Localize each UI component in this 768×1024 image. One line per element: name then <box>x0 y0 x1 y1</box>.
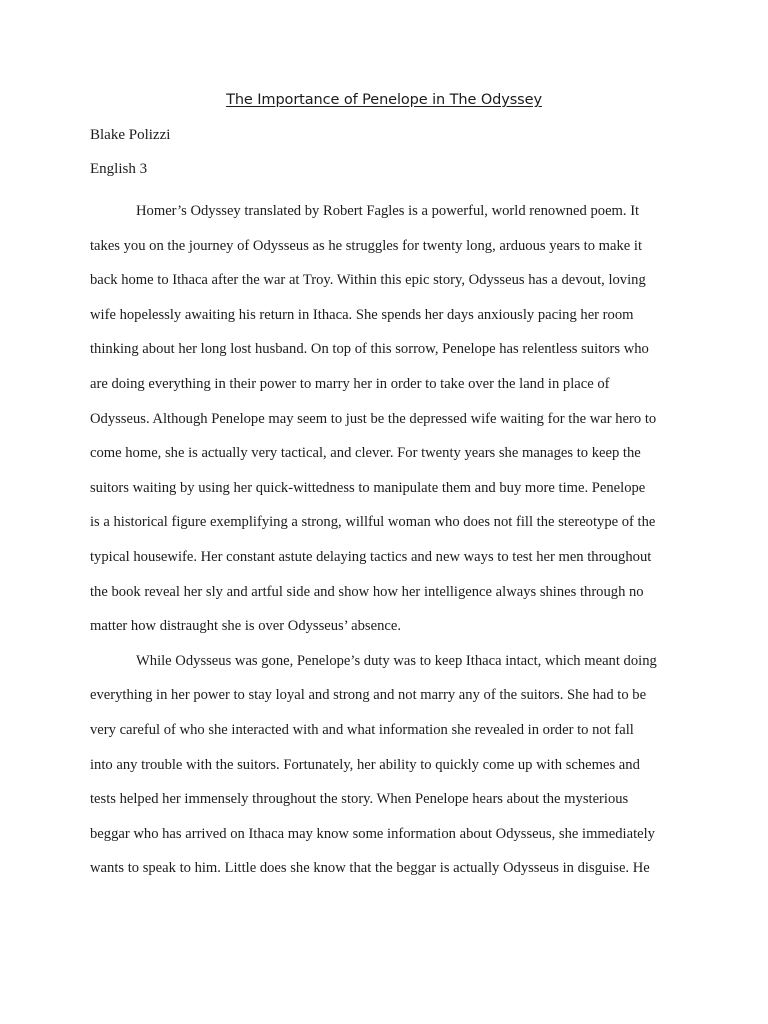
text-line: very careful of who she interacted with and what information she revealed in order to not fall <box>90 721 634 738</box>
text-line: While Odysseus was gone, Penelope’s duty was to keep Ithaca intact, which meant doing <box>136 652 657 669</box>
text-line: into any trouble with the suitors. Fortunately, her ability to quickly come up with schemes and <box>90 756 640 773</box>
essay-body <box>90 194 682 886</box>
paragraph-2 <box>90 644 682 886</box>
text-line: tests helped her immensely throughout the story. When Penelope hears about the mysterious <box>90 791 629 808</box>
course-name: English 3 <box>90 161 148 177</box>
text-line: everything in her power to stay loyal and strong and not marry any of the suitors. She had to be <box>90 687 647 704</box>
text-line: beggar who has arrived on Ithaca may know some information about Odysseus, she immediately <box>90 825 655 842</box>
text-line: are doing everything in their power to marry her in order to take over the land in place of <box>90 375 610 392</box>
author-name: Blake Polizzi <box>90 127 171 143</box>
text-line: Homer’s Odyssey translated by Robert Fagles is a powerful, world renowned poem. It <box>136 203 640 219</box>
text-line: takes you on the journey of Odysseus as he struggles for twenty long, arduous years to make it <box>90 237 643 254</box>
paragraph-1 <box>90 194 682 644</box>
text-line: is a historical figure exemplifying a strong, willful woman who does not fill the stereotype of the <box>90 514 656 531</box>
text-line: thinking about her long lost husband. On top of this sorrow, Penelope has relentless suitors who <box>90 341 649 358</box>
text-line: typical housewife. Her constant astute delaying tactics and new ways to test her men throughout <box>90 548 652 565</box>
text-line: come home, she is actually very tactical, and clever. For twenty years she manages to keep the <box>90 445 641 462</box>
text-line: Odysseus. Although Penelope may seem to just be the depressed wife waiting for the war hero to <box>90 410 657 427</box>
text-line: matter how distraught she is over Odysseus’ absence. <box>90 618 401 635</box>
text-line: back home to Ithaca after the war at Troy. Within this epic story, Odysseus has a devout, loving <box>90 272 646 289</box>
text-line: suitors waiting by using her quick-wittedness to manipulate them and buy more time. Penelope <box>90 479 646 496</box>
text-line: wants to speak to him. Little does she know that the beggar is actually Odysseus in disguise. He <box>90 860 650 877</box>
text-line: wife hopelessly awaiting his return in Ithaca. She spends her days anxiously pacing her room <box>90 306 634 323</box>
text-line: the book reveal her sly and artful side and show how her intelligence always shines through no <box>90 583 644 600</box>
document-title: The Importance of Penelope in The Odyssey <box>226 92 542 108</box>
